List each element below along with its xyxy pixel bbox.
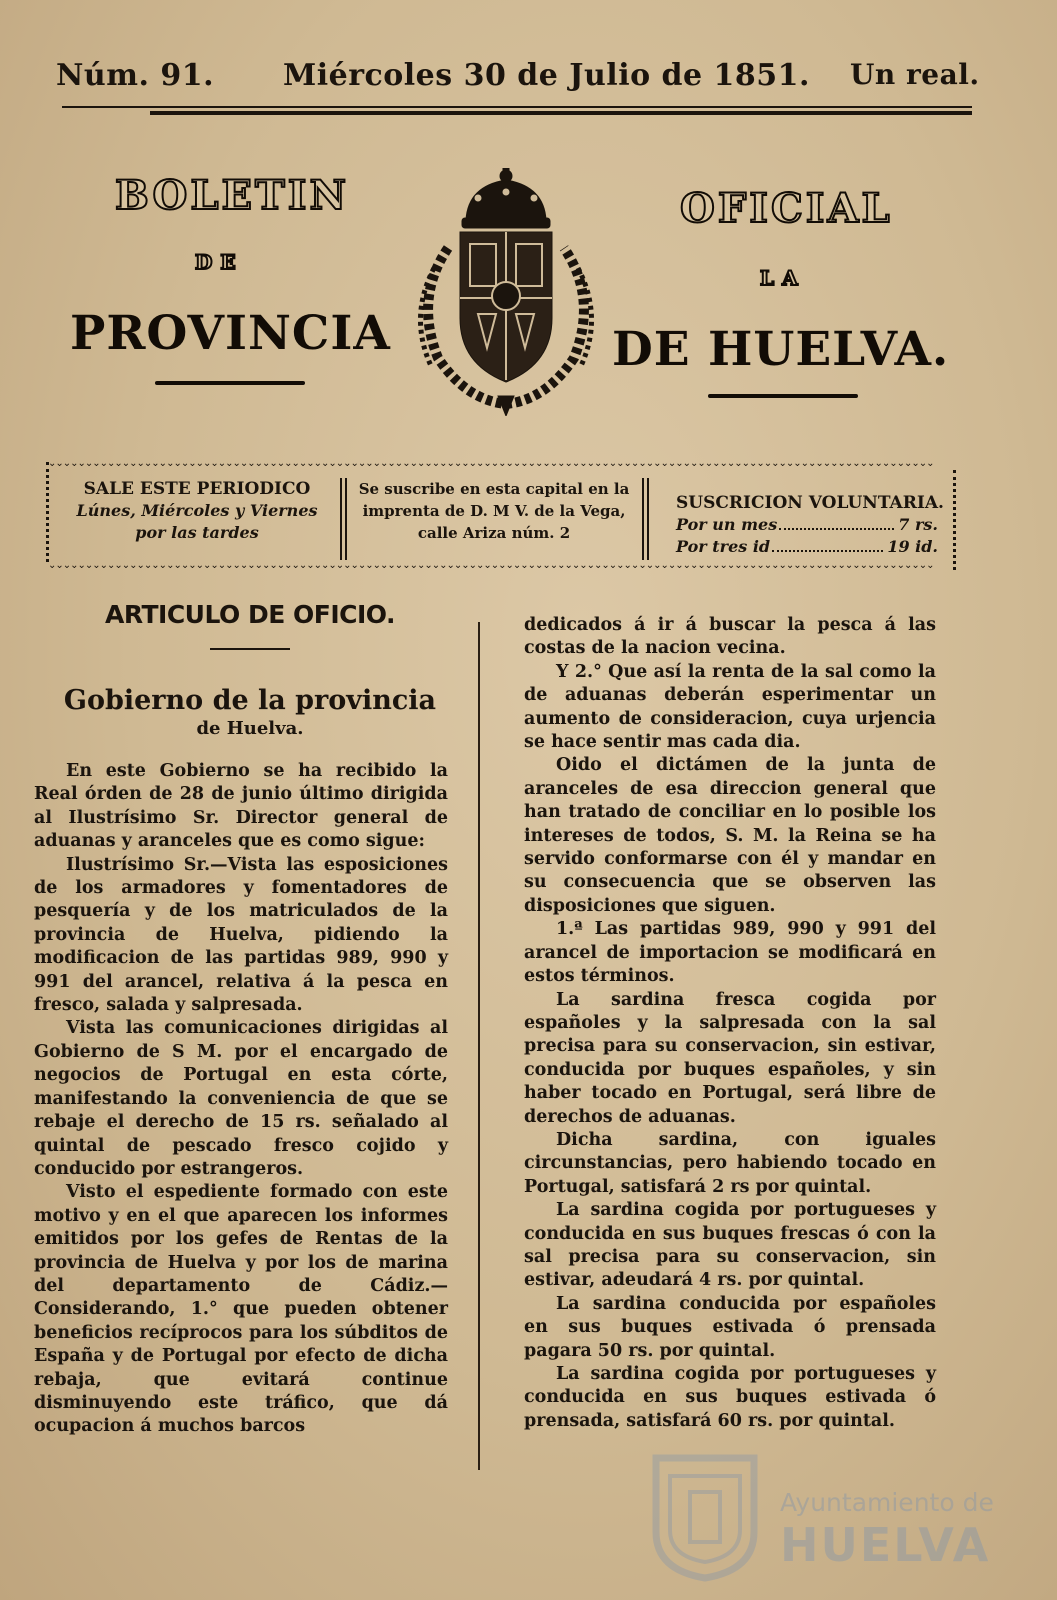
issue-date: Miércoles 30 de Julio de 1851.	[283, 58, 810, 93]
paragraph: En este Gobierno se ha recibido la Real órden de 28 de junio último dirigida al Ilustrísimo Sr. Director general de aduanas y aranceles que es como sigue:	[34, 761, 448, 852]
paragraph: Visto el espediente formado con este motivo y en el que aparecen los informes emitidos por los gefes de Rentas de la provincia de Huelva y por los de marina del departamento de Cádiz.—Considerando, 1.° que pueden obtener beneficios recíprocos para los súbditos de España y de Portugal por efecto de dicha rebaja, que evitará continue disminuyendo este tráfico, que dá ocupacion á muchos barcos	[34, 1182, 448, 1437]
price-row-three-months	[676, 536, 938, 558]
royal-coat-of-arms-icon	[408, 168, 604, 416]
info-box-border-right	[948, 470, 956, 570]
issue-number: Núm. 91.	[56, 58, 215, 93]
leader-dots	[772, 536, 883, 552]
paragraph: La sardina fresca cogida por españoles y la salpresada con la sal precisa para su conservacion, sin estivar, conducida por buques españoles, y sin haber tocado en Portugal, será libre de derechos de aduanas.	[524, 989, 936, 1127]
ornament-rule-left	[155, 381, 305, 385]
schedule-time: por las tardes	[135, 523, 259, 542]
paragraph: Ilustrísimo Sr.—Vista las esposiciones de los armadores y fomentadores de pesquería y de los matriculados de la provincia de Huelva, pidiendo la modificacion de las partidas 989, 990 y 991 del arancel, relativa á la pesca en fresco, salada y salpresada.	[34, 854, 448, 1016]
paragraph: Vista las comunicaciones dirigidas al Gobierno de S M. por el encargado de negocios de Portugal en esta córte, manifestando la conveniencia de que se rebaje el derecho de 15 rs. señalado al quintal de pescado fresco cojido y conducido por estrangeros.	[34, 1018, 448, 1179]
subscription-line-2: imprenta de D. M V. de la Vega,	[362, 502, 626, 520]
masthead-boletin: BOLETIN	[115, 172, 350, 219]
masthead-oficial: OFICIAL	[680, 185, 893, 232]
header-rule-thin	[62, 106, 972, 108]
paragraph: Y 2.° Que así la renta de la sal como la de aduanas deberán esperimentar un aumento de consideracion, cuya urjencia se hace sentir mas cada dia.	[524, 661, 936, 753]
info-publication-schedule	[62, 478, 332, 544]
masthead-de: DE	[195, 250, 244, 274]
watermark-line-2: HUELVA	[780, 1518, 991, 1572]
paragraph: La sardina cogida por portugueses y conducida en sus buques frescas ó con la sal precisa para su conservacion, sin estivar, adeudará 4 rs. por quintal.	[524, 1200, 936, 1291]
leader-dots	[779, 514, 894, 530]
paragraph: Dicha sardina, con iguales circunstancias, pero habiendo tocado en Portugal, satisfará 2 rs por quintal.	[524, 1129, 936, 1197]
paragraph: La sardina cogida por portugueses y conducida en sus buques estivada ó prensada, satisfará 60 rs. por quintal.	[524, 1364, 936, 1431]
info-box-border-bottom: ⌄⌄⌄⌄⌄⌄⌄⌄⌄⌄⌄⌄⌄⌄⌄⌄⌄⌄⌄⌄⌄⌄⌄⌄⌄⌄⌄⌄⌄⌄⌄⌄⌄⌄⌄⌄⌄⌄⌄⌄⌄⌄⌄⌄⌄⌄⌄⌄⌄⌄⌄⌄⌄⌄⌄⌄⌄⌄⌄⌄⌄⌄⌄⌄⌄⌄⌄⌄⌄⌄⌄⌄⌄⌄⌄⌄⌄⌄⌄⌄⌄⌄⌄⌄⌄⌄⌄⌄⌄⌄⌄⌄⌄⌄⌄⌄⌄⌄⌄⌄⌄⌄⌄⌄⌄⌄⌄⌄⌄⌄⌄⌄⌄⌄⌄⌄⌄⌄⌄⌄	[48, 560, 934, 570]
info-box-border-left	[46, 462, 54, 562]
subscription-line-1: Se suscribe en esta capital en la	[358, 480, 630, 498]
info-separator-1	[340, 478, 347, 560]
watermark-line-1: Ayuntamiento de	[780, 1488, 994, 1517]
masthead-de-huelva: DE HUELVA.	[612, 322, 950, 377]
price-label: Por tres id	[676, 537, 771, 556]
masthead-provincia: PROVINCIA	[70, 306, 391, 361]
price-label: Por un mes	[676, 515, 778, 534]
info-box-border-top: ⌄⌄⌄⌄⌄⌄⌄⌄⌄⌄⌄⌄⌄⌄⌄⌄⌄⌄⌄⌄⌄⌄⌄⌄⌄⌄⌄⌄⌄⌄⌄⌄⌄⌄⌄⌄⌄⌄⌄⌄⌄⌄⌄⌄⌄⌄⌄⌄⌄⌄⌄⌄⌄⌄⌄⌄⌄⌄⌄⌄⌄⌄⌄⌄⌄⌄⌄⌄⌄⌄⌄⌄⌄⌄⌄⌄⌄⌄⌄⌄⌄⌄⌄⌄⌄⌄⌄⌄⌄⌄⌄⌄⌄⌄⌄⌄⌄⌄⌄⌄⌄⌄⌄⌄⌄⌄⌄⌄⌄⌄⌄⌄⌄⌄⌄⌄⌄⌄⌄⌄	[48, 458, 934, 468]
info-subscription-place	[354, 478, 634, 544]
paragraph: La sardina conducida por españoles en sus buques estivada ó prensada pagara 50 rs. por quintal.	[524, 1293, 936, 1361]
subscription-line-3: calle Ariza núm. 2	[417, 524, 571, 542]
header-rule-thick	[150, 111, 972, 115]
price-value: 19 id.	[887, 537, 938, 556]
price-row-month	[676, 514, 938, 536]
section-heading: ARTICULO DE OFICIO.	[105, 600, 395, 629]
paragraph: Oido el dictámen de la junta de aranceles de esa direccion general que han tratado de conciliar en lo posible los intereses de todos, S. M. la Reina se ha servido conformarse con él y mandar en su consecuencia que se observen las disposiciones que siguen.	[524, 755, 936, 916]
column-rule	[478, 622, 480, 1470]
article-subtitle: de Huelva.	[196, 718, 304, 739]
schedule-heading: SALE ESTE PERIODICO	[83, 479, 311, 499]
price-value: 7 rs.	[898, 515, 938, 534]
section-rule	[210, 648, 290, 650]
masthead-la: LA	[760, 266, 806, 290]
left-column-text	[34, 760, 448, 1439]
right-column-text	[524, 614, 936, 1433]
article-title: Gobierno de la provincia	[63, 685, 437, 716]
info-subscription-prices	[676, 492, 944, 558]
paragraph: dedicados á ir á buscar la pesca á las costas de la nacion vecina.	[524, 615, 936, 659]
info-separator-2	[642, 478, 649, 560]
schedule-days: Lúnes, Miércoles y Viernes	[76, 501, 318, 520]
ornament-rule-right	[708, 394, 858, 398]
prices-heading: SUSCRICION VOLUNTARIA.	[676, 493, 944, 513]
paragraph: 1.ª Las partidas 989, 990 y 991 del arancel de importacion se modificará en estos términos.	[524, 919, 936, 987]
city-shield-watermark-icon	[650, 1452, 760, 1582]
issue-price: Un real.	[850, 58, 980, 91]
